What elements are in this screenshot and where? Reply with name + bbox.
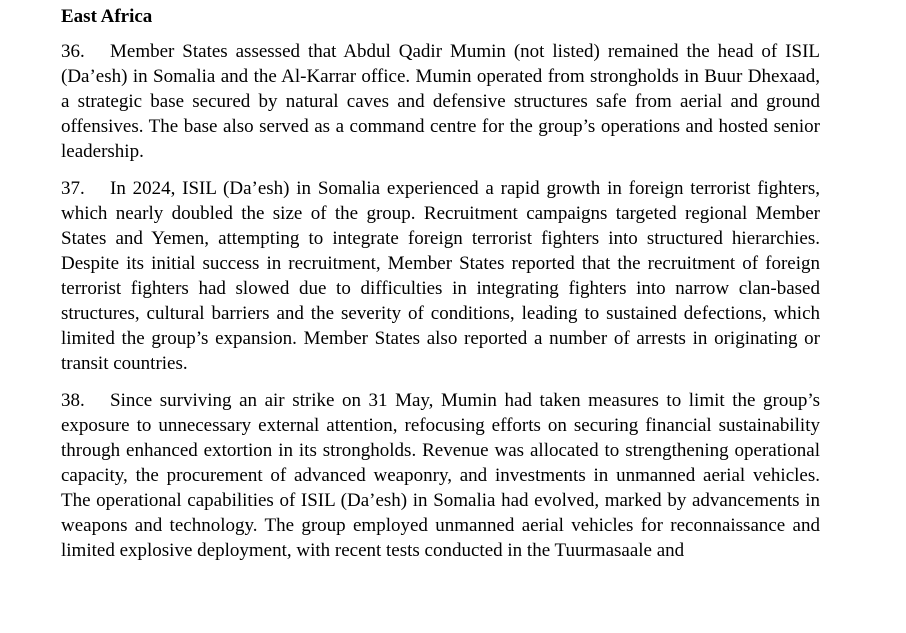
paragraph-text: Member States assessed that Abdul Qadir Mumin (not listed) remained the head of ISIL (Da’esh) in Somalia and the Al-Karrar office. Mumin operated from strongholds in Buur Dhexaad, a strategic base secured by natural caves and defensive structures safe from aerial and ground offensives. The base also served as a command centre for the group’s operations and hosted senior leadership. (61, 41, 820, 162)
paragraph-number: 36. (61, 41, 85, 62)
paragraph-number: 37. (61, 178, 85, 199)
document-page (61, 5, 820, 575)
paragraph-text: In 2024, ISIL (Da’esh) in Somalia experienced a rapid growth in foreign terrorist fighters, which nearly doubled the size of the group. Recruitment campaigns targeted regional Member States and Yemen, attempting to integrate foreign terrorist fighters into structured hierarchies. Despite its initial success in recruitment, Member States reported that the recruitment of foreign terrorist fighters had slowed due to difficulties in integrating fighters into narrow clan-based structures, cultural barriers and the severity of conditions, leading to sustained defections, which limited the group’s expansion. Member States also reported a number of arrests in originating or transit countries. (61, 178, 820, 374)
paragraph-36 (61, 39, 820, 164)
paragraph-37 (61, 176, 820, 376)
paragraph-number: 38. (61, 390, 85, 411)
section-heading: East Africa (61, 6, 153, 27)
paragraph-38 (61, 388, 820, 563)
paragraph-text: Since surviving an air strike on 31 May, Mumin had taken measures to limit the group’s exposure to unnecessary external attention, refocusing efforts on securing financial sustainability through enhanced extortion in its strongholds. Revenue was allocated to strengthening operational capacity, the procurement of advanced weaponry, and investments in unmanned aerial vehicles. The operational capabilities of ISIL (Da’esh) in Somalia had evolved, marked by advancements in weapons and technology. The group employed unmanned aerial vehicles for reconnaissance and limited explosive deployment, with recent tests conducted in the Tuurmasaale and (61, 390, 820, 561)
